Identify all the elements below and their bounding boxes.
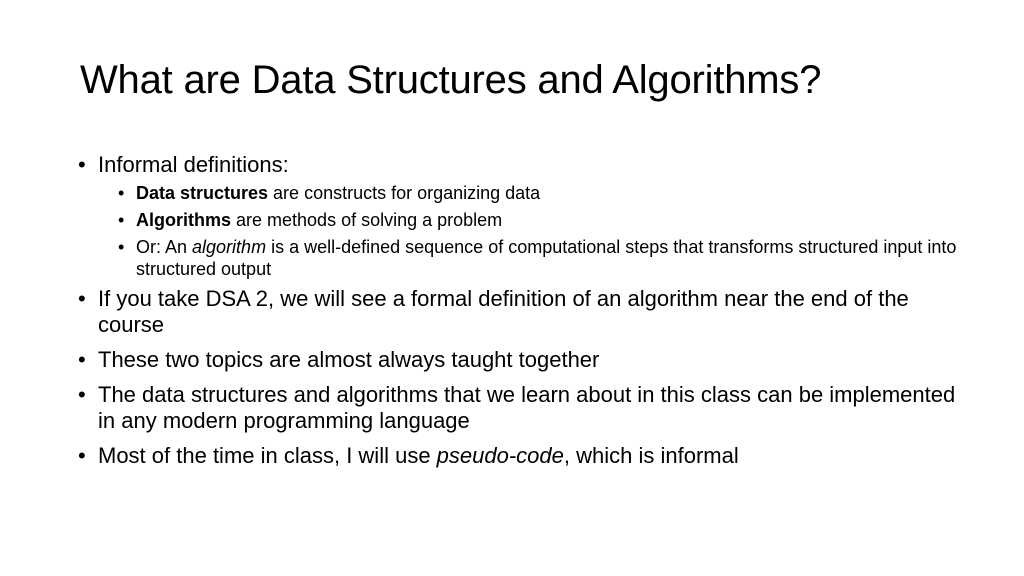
bullet-list [78,152,958,469]
term-data-structures: Data structures [136,183,269,203]
bullet-text: If you take DSA 2, we will see a formal definition of an algorithm near the end of the course [98,286,909,337]
sub-bullet-algorithm-definition [118,236,958,280]
bullet-taught-together [78,347,958,373]
bullet-informal-definitions [78,152,958,280]
bullet-implemented [78,382,958,434]
bullet-text: Most of the time in class, I will use [98,443,437,468]
sub-bullet-text: are constructs for organizing data [268,183,541,203]
sub-bullet-text: Or: An [136,237,193,257]
bullet-text: The data structures and algorithms that we learn about in this class can be implemented in any modern programming language [98,382,956,433]
sub-bullet-data-structures [118,182,958,204]
bullet-dsa2 [78,286,958,338]
slide-body [78,152,958,478]
term-algorithms: Algorithms [136,210,232,230]
bullet-text: These two topics are almost always taught together [98,347,600,372]
bullet-pseudo-code [78,443,958,469]
sub-bullet-text: is a well-defined sequence of computational steps that transforms structured input into structured output [136,237,957,279]
term-algorithm: algorithm [192,237,267,257]
term-pseudo-code: pseudo-code [436,443,564,468]
bullet-text: Informal definitions: [98,152,289,177]
sub-bullet-algorithms [118,209,958,231]
sub-bullet-text: are methods of solving a problem [231,210,503,230]
sub-bullet-list [98,182,958,280]
bullet-text: , which is informal [563,443,739,468]
slide-title: What are Data Structures and Algorithms? [80,58,822,102]
